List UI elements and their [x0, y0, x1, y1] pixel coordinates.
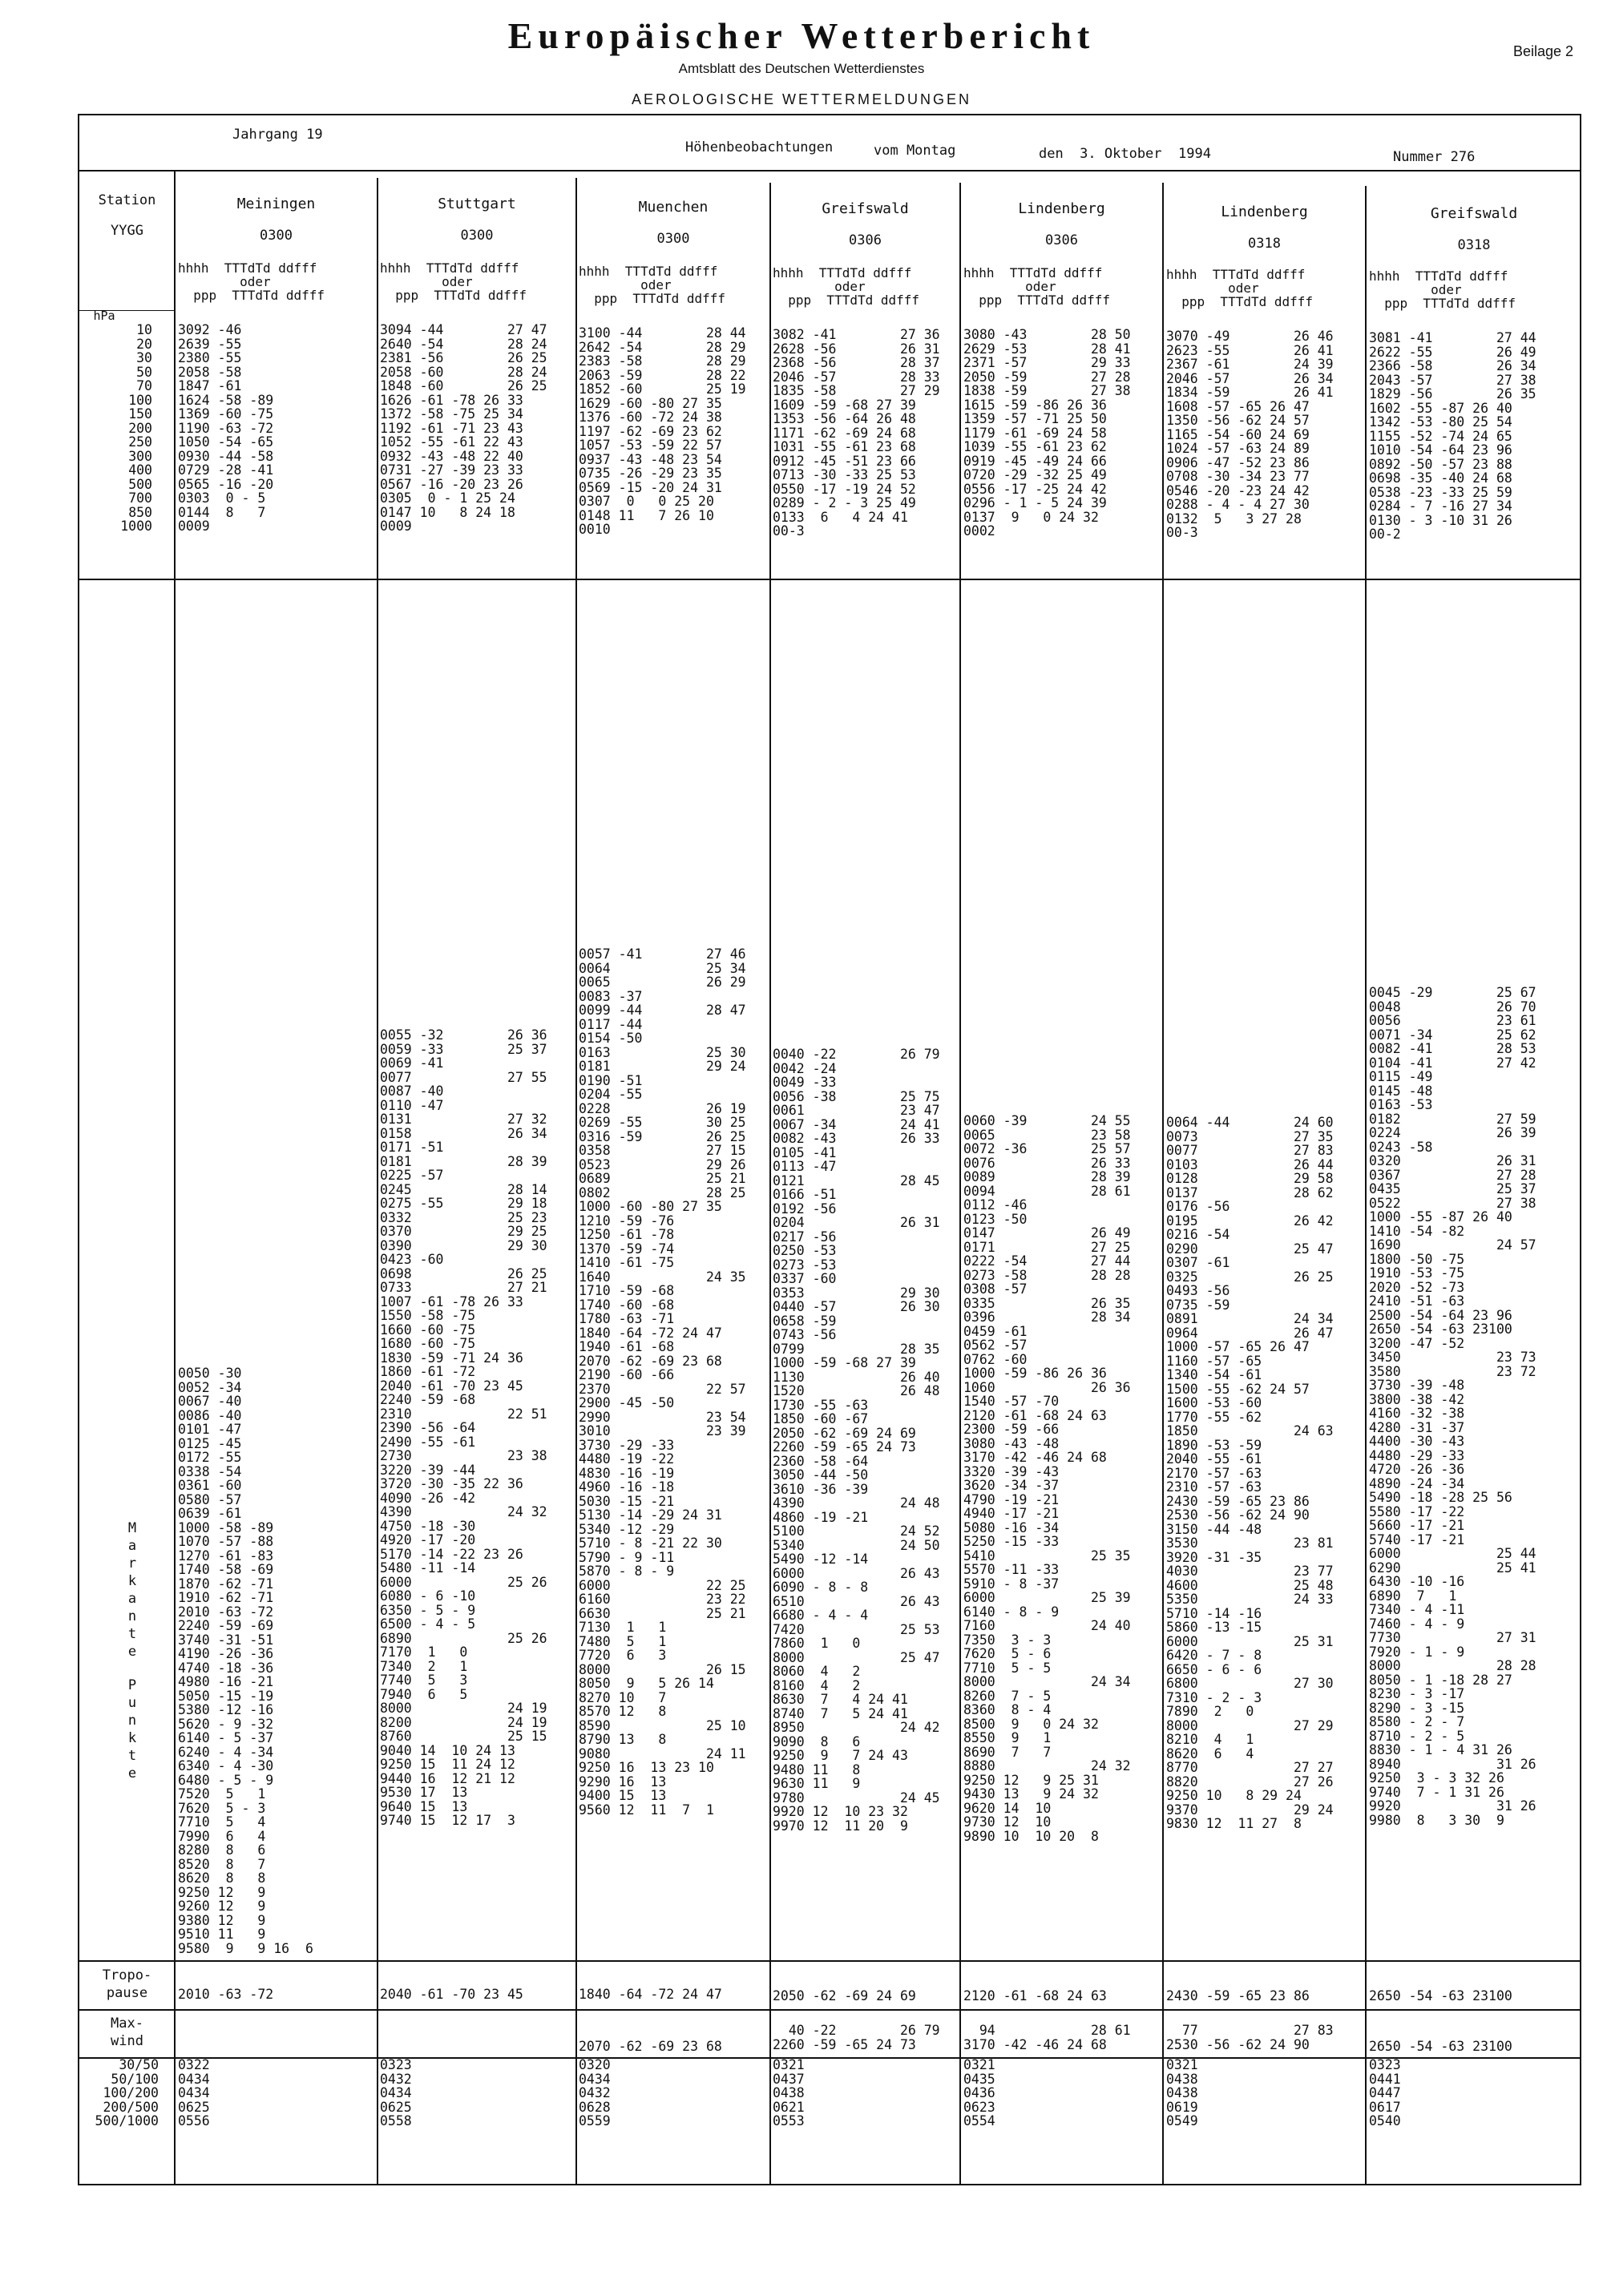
col-head-2: oder	[380, 274, 473, 289]
hoehen-label: Höhenbeobachtungen	[685, 139, 834, 155]
tropopause-value: 1840 -64 -72 24 47	[579, 1987, 722, 2002]
tropopause-value: 2010 -63 -72	[178, 1987, 274, 2002]
thickness-values: 0321 0437 0438 0621 0553	[773, 2057, 805, 2129]
yygg-label: YYGG	[111, 223, 143, 239]
maxwind-value: 2070 -62 -69 23 68	[579, 2039, 722, 2054]
col-head-2: oder	[1166, 280, 1259, 296]
standard-levels: 3081 -41 27 44 2622 -55 26 49 2366 -58 26 34 2043 -57 27 38 1829 -56 26 35 1602 -55 -87 26 40 1342 -53 -80 25 54 1155 -52 -74 24 65 1010 -54 -64 23 96 0892 -50 -57 23 88 0698 -35 -40 24 68 0538 -23 -33 25 59 0284 - 7 -16 27 34 0130 - 3 -10 31 26 00-2	[1369, 330, 1536, 542]
standard-levels: 3080 -43 28 50 2629 -53 28 41 2371 -57 29 33 2050 -59 27 28 1838 -59 27 38 1615 -59 -86 26 36 1359 -57 -71 25 50 1179 -61 -69 24 58 1039 -55 -61 23 62 0919 -45 -49 24 66 0720 -29 -32 25 49 0556 -17 -25 24 42 0296 - 1 - 5 24 39 0137 9 0 24 32 0002	[963, 327, 1131, 539]
nummer-label: Nummer 276	[1393, 149, 1476, 165]
station-code: 0300	[460, 228, 494, 244]
col-head-2: oder	[1369, 282, 1462, 297]
standard-levels: 3070 -49 26 46 2623 -55 26 41 2367 -61 24 39 2046 -57 26 34 1834 -59 26 41 1608 -57 -65 26 47 1350 -56 -62 24 57 1165 -54 -60 24 69 1024 -57 -63 24 89 0906 -47 -52 23 86 0708 -30 -34 23 77 0546 -20 -23 24 42 0288 - 4 - 4 27 30 0132 5 3 27 28 00-3	[1166, 329, 1334, 540]
maxwind-value: 40 -22 26 79 2260 -59 -65 24 73	[773, 2023, 940, 2052]
thickness-values: 0323 0432 0434 0625 0558	[380, 2057, 412, 2129]
station-code: 0318	[1457, 237, 1491, 253]
col-head-2: oder	[579, 277, 672, 293]
tropopause-value: 2040 -61 -70 23 45	[380, 1987, 523, 2002]
col-head-3: ppp TTTdTd ddfff	[963, 293, 1111, 308]
punkte-label: P u n k t e	[127, 1677, 137, 1782]
col-head-3: ppp TTTdTd ddfff	[1166, 294, 1314, 309]
significant-levels: 0064 -44 24 60 0073 27 35 0077 27 83 0103 26 44 0128 29 58 0137 28 62 0176 -56 0195 26 42 0216 -54 0290 25 47 0307 -61 0325 26 25 0493 -56 0735 -59 0891 24 34 0964 26 47 1000 -57 -65 26 47 1160 -57 -65 1340 -54 -61 1500 -55 -62 24 57 1600 -53 -60 1770 -55 -62 1850 24 63 1890 -53 -59 2040 -55 -61 2170 -57 -63 2310 -57 -63 2430 -59 -65 23 86 2530 -56 -62 24 90 3150 -44 -48 3530 23 81 3920 -31 -35 4030 23 77 4600 25 48 5350 24 33 5710 -14 -16 5860 -13 -15 6000 25 31 6420 - 7 - 8 6650 - 6 - 6 6800 27 30 7310 - 2 - 3 7890 2 0 8000 27 29 8210 4 1 8620 6 4 8770 27 27 8820 27 26 9250 10 8 29 24 9370 29 24 9830 12 11 27 8	[1166, 1115, 1334, 1831]
col-head-3: ppp TTTdTd ddfff	[380, 288, 527, 303]
col-head-1: hhhh TTTdTd ddfff	[579, 264, 718, 279]
col-head-1: hhhh TTTdTd ddfff	[1369, 268, 1508, 284]
station-name: Stuttgart	[438, 196, 516, 212]
col-head-3: ppp TTTdTd ddfff	[1369, 296, 1516, 311]
standard-levels: 3092 -46 2639 -55 2380 -55 2058 -58 1847 -61 1624 -58 -89 1369 -60 -75 1190 -63 -72 1050 -54 -65 0930 -44 -58 0729 -28 -41 0565 -16 -20 0303 0 - 5 0144 8 7 0009	[178, 322, 274, 534]
significant-levels: 0055 -32 26 36 0059 -33 25 37 0069 -41 0077 27 55 0087 -40 0110 -47 0131 27 32 0158 26 34 0171 -51 0181 28 39 0225 -57 0245 28 14 0275 -55 29 18 0332 25 23 0370 29 25 0390 29 30 0423 -60 0698 26 25 0733 27 21 1007 -61 -78 26 33 1550 -58 -75 1660 -60 -75 1680 -60 -75 1830 -59 -71 24 36 1860 -61 -72 2040 -61 -70 23 45 2240 -59 -68 2310 22 51 2390 -56 -64 2490 -55 -61 2730 23 38 3220 -39 -44 3720 -30 -35 22 36 4090 -26 -42 4390 24 32 4750 -18 -30 4920 -17 -20 5170 -14 -22 23 26 5480 -11 -14 6000 25 26 6080 - 6 -10 6350 - 5 - 9 6500 - 4 - 5 6890 25 26 7170 1 0 7340 2 1 7740 5 3 7940 6 5 8000 24 19 8200 24 19 8760 25 15 9040 14 10 24 13 9250 15 11 24 12 9440 16 12 21 12 9530 17 13 9640 15 13 9740 15 12 17 3	[380, 1027, 547, 1828]
tropopause-value: 2050 -62 -69 24 69	[773, 1988, 916, 2003]
tropopause-label: Tropo- pause	[102, 1967, 152, 2001]
col-head-3: ppp TTTdTd ddfff	[178, 288, 325, 303]
maxwind-value: 2650 -54 -63 23100	[1369, 2039, 1512, 2054]
significant-levels: 0060 -39 24 55 0065 23 58 0072 -36 25 57 0076 26 33 0089 28 39 0094 28 61 0112 -46 0123 -50 0147 26 49 0171 27 25 0222 -54 27 44 0273 -58 28 28 0308 -57 0335 26 35 0396 28 34 0459 -61 0562 -57 0762 -60 1000 -59 -86 26 36 1060 26 36 1540 -57 -70 2120 -61 -68 24 63 2300 -59 -66 3080 -43 -48 3170 -42 -46 24 68 3320 -39 -43 3620 -34 -37 4790 -19 -21 4940 -17 -21 5080 -16 -34 5250 -15 -33 5410 25 35 5570 -11 -33 5910 - 8 -37 6000 25 39 6140 - 8 - 9 7160 24 40 7350 3 - 3 7620 5 - 6 7710 5 - 5 8000 24 34 8260 7 - 5 8360 8 - 4 8500 9 0 24 32 8550 9 1 8690 7 7 8880 24 32 9250 12 9 25 31 9430 13 9 24 32 9620 14 10 9730 12 10 9890 10 10 20 8	[963, 1113, 1131, 1844]
tropopause-value: 2120 -61 -68 24 63	[963, 1988, 1107, 2003]
station-name: Lindenberg	[1221, 204, 1308, 220]
significant-levels: 0045 -29 25 67 0048 26 70 0056 23 61 0071 -34 25 62 0082 -41 28 53 0104 -41 27 42 0115 -49 0145 -48 0163 -53 0182 27 59 0224 26 39 0243 -58 0320 26 31 0367 27 28 0435 25 37 0522 27 38 1000 -55 -87 26 40 1410 -54 -82 1690 24 57 1800 -50 -75 1910 -53 -75 2020 -52 -73 2410 -51 -63 2500 -54 -64 23 96 2650 -54 -63 23100 3200 -47 -52 3450 23 73 3580 23 72 3730 -39 -48 3800 -38 -42 4160 -32 -38 4280 -31 -37 4400 -30 -43 4480 -29 -33 4720 -26 -36 4890 -24 -34 5490 -18 -28 25 56 5580 -17 -22 5660 -17 -21 5740 -17 -21 6000 25 44 6290 25 41 6430 -10 -16 6890 7 1 7340 - 4 -11 7460 - 4 - 9 7730 27 31 7920 - 1 - 9 8000 28 28 8050 - 1 -18 28 27 8230 - 3 -17 8290 - 3 -15 8580 - 2 - 7 8710 - 2 - 5 8830 - 1 - 4 31 26 8940 31 26 9250 3 - 3 32 26 9740 7 - 1 31 26 9920 31 26 9980 8 3 30 9	[1369, 985, 1536, 1828]
col-head-3: ppp TTTdTd ddfff	[773, 293, 920, 308]
pressure-levels: 10 20 30 50 70 100 150 200 250 300 400 500 700 850 1000	[120, 322, 152, 534]
station-code: 0306	[1045, 232, 1078, 248]
station-code: 0300	[656, 231, 690, 247]
station-label: Station	[98, 192, 156, 208]
significant-levels: 0040 -22 26 79 0042 -24 0049 -33 0056 -38 25 75 0061 23 47 0067 -34 24 41 0082 -43 26 33 0105 -41 0113 -47 0121 28 45 0166 -51 0192 -56 0204 26 31 0217 -56 0250 -53 0273 -53 0337 -60 0353 29 30 0440 -57 26 30 0658 -59 0743 -56 0799 28 35 1000 -59 -68 27 39 1130 26 40 1520 26 48 1730 -55 -63 1850 -60 -67 2050 -62 -69 24 69 2260 -59 -65 24 73 2360 -58 -64 3050 -44 -50 3610 -36 -39 4390 24 48 4860 -19 -21 5100 24 52 5340 24 50 5490 -12 -14 6000 26 43 6090 - 8 - 8 6510 26 43 6680 - 4 - 4 7420 25 53 7860 1 0 8000 25 47 8060 4 2 8160 4 2 8630 7 4 24 41 8740 7 5 24 41 8950 24 42 9090 8 6 9250 9 7 24 43 9480 11 8 9630 11 9 9780 24 45 9920 12 10 23 32 9970 12 11 20 9	[773, 1047, 940, 1834]
maxwind-value: 77 27 83 2530 -56 -62 24 90	[1166, 2023, 1334, 2052]
station-code: 0318	[1248, 236, 1281, 252]
station-code: 0306	[849, 232, 882, 248]
station-name: Greifswald	[822, 200, 909, 217]
markante-label: M a r k a n t e	[127, 1520, 137, 1660]
significant-levels: 0057 -41 27 46 0064 25 34 0065 26 29 0083 -37 0099 -44 28 47 0117 -44 0154 -50 0163 25 30 0181 29 24 0190 -51 0204 -55 0228 26 19 0269 -55 30 25 0316 -59 26 25 0358 27 15 0523 29 26 0689 25 21 0802 28 25 1000 -60 -80 27 35 1210 -59 -76 1250 -61 -78 1370 -59 -74 1410 -61 -75 1640 24 35 1710 -59 -68 1740 -60 -68 1780 -63 -71 1840 -64 -72 24 47 1940 -61 -68 2070 -62 -69 23 68 2190 -60 -66 2370 22 57 2900 -45 -50 2990 23 54 3010 23 39 3730 -29 -33 4480 -19 -22 4830 -16 -19 4960 -16 -18 5030 -15 -21 5130 -14 -29 24 31 5340 -12 -29 5710 - 8 -21 22 30 5790 - 9 -11 5870 - 8 - 9 6000 22 25 6160 23 22 6630 25 21 7130 1 1 7480 5 1 7720 6 3 8000 26 15 8050 9 5 26 14 8270 10 7 8570 12 8 8590 25 10 8790 13 8 9080 24 11 9250 16 13 23 10 9290 16 13 9400 15 13 9560 12 11 7 1	[579, 946, 746, 1818]
tropopause-value: 2650 -54 -63 23100	[1369, 1988, 1512, 2003]
page-subtitle: Amtsblatt des Deutschen Wetterdienstes	[678, 61, 925, 76]
col-head-1: hhhh TTTdTd ddfff	[178, 260, 317, 276]
col-head-2: oder	[773, 279, 866, 294]
station-name: Meiningen	[236, 196, 316, 212]
station-name: Greifswald	[1430, 205, 1518, 222]
jahrgang-label: Jahrgang 19	[232, 127, 323, 143]
thickness-values: 0321 0435 0436 0623 0554	[963, 2057, 995, 2129]
date-label: den 3. Oktober 1994	[1039, 146, 1211, 162]
maxwind-label: Max- wind	[111, 2016, 143, 2049]
thickness-values: 0320 0434 0432 0628 0559	[579, 2057, 611, 2129]
hpa-label: hPa	[93, 309, 115, 323]
thickness-labels: 30/50 50/100 100/200 200/500 500/1000	[95, 2057, 159, 2129]
col-head-3: ppp TTTdTd ddfff	[579, 291, 726, 306]
col-head-1: hhhh TTTdTd ddfff	[380, 260, 519, 276]
station-name: Muenchen	[638, 199, 709, 216]
standard-levels: 3082 -41 27 36 2628 -56 26 31 2368 -56 28 37 2046 -57 28 33 1835 -58 27 29 1609 -59 -68 27 39 1353 -56 -64 26 48 1171 -62 -69 24 68 1031 -55 -61 23 68 0912 -45 -51 23 66 0713 -30 -33 25 53 0550 -17 -19 24 52 0289 - 2 - 3 25 49 0133 6 4 24 41 00-3	[773, 327, 940, 539]
significant-levels: 0050 -30 0052 -34 0067 -40 0086 -40 0101 -47 0125 -45 0172 -55 0338 -54 0361 -60 0580 -57 0639 -61 1000 -58 -89 1070 -57 -88 1270 -61 -83 1740 -58 -69 1870 -62 -71 1910 -62 -71 2010 -63 -72 2240 -59 -69 3740 -31 -51 4190 -26 -36 4740 -18 -36 4980 -16 -21 5050 -15 -19 5380 -12 -16 5620 - 9 -32 6140 - 5 -37 6240 - 4 -34 6340 - 4 -30 6480 - 5 - 9 7520 5 1 7620 5 - 3 7710 5 4 7990 6 4 8280 8 6 8520 8 7 8620 8 8 9250 12 9 9260 12 9 9380 12 9 9510 11 9 9580 9 9 16 6	[178, 1366, 313, 1956]
col-head-2: oder	[178, 274, 271, 289]
maxwind-value: 94 28 61 3170 -42 -46 24 68	[963, 2023, 1131, 2052]
thickness-values: 0323 0441 0447 0617 0540	[1369, 2057, 1401, 2129]
thickness-values: 0321 0438 0438 0619 0549	[1166, 2057, 1198, 2129]
station-code: 0300	[260, 228, 293, 244]
col-head-1: hhhh TTTdTd ddfff	[773, 265, 912, 280]
standard-levels: 3100 -44 28 44 2642 -54 28 29 2383 -58 28 29 2063 -59 28 22 1852 -60 25 19 1629 -60 -80 27 35 1376 -60 -72 24 38 1197 -62 -69 23 62 1057 -53 -59 22 57 0937 -43 -48 23 54 0735 -26 -29 23 35 0569 -15 -20 24 31 0307 0 0 25 20 0148 11 7 26 10 0010	[579, 325, 746, 537]
col-head-1: hhhh TTTdTd ddfff	[963, 265, 1103, 280]
section-title: AEROLOGISCHE WETTERMELDUNGEN	[631, 91, 972, 107]
station-name: Lindenberg	[1018, 200, 1105, 217]
col-head-2: oder	[963, 279, 1056, 294]
page-title: Europäischer Wetterbericht	[507, 15, 1096, 56]
col-head-1: hhhh TTTdTd ddfff	[1166, 267, 1306, 282]
thickness-values: 0322 0434 0434 0625 0556	[178, 2057, 210, 2129]
tropopause-value: 2430 -59 -65 23 86	[1166, 1988, 1310, 2003]
standard-levels: 3094 -44 27 47 2640 -54 28 24 2381 -56 26 25 2058 -60 28 24 1848 -60 26 25 1626 -61 -78 26 33 1372 -58 -75 25 34 1192 -61 -71 23 43 1052 -55 -61 22 43 0932 -43 -48 22 40 0731 -27 -39 23 33 0567 -16 -20 23 26 0305 0 - 1 25 24 0147 10 8 24 18 0009	[380, 322, 547, 534]
vom-label: vom Montag	[874, 143, 956, 159]
beilage-label: Beilage 2	[1513, 43, 1574, 59]
